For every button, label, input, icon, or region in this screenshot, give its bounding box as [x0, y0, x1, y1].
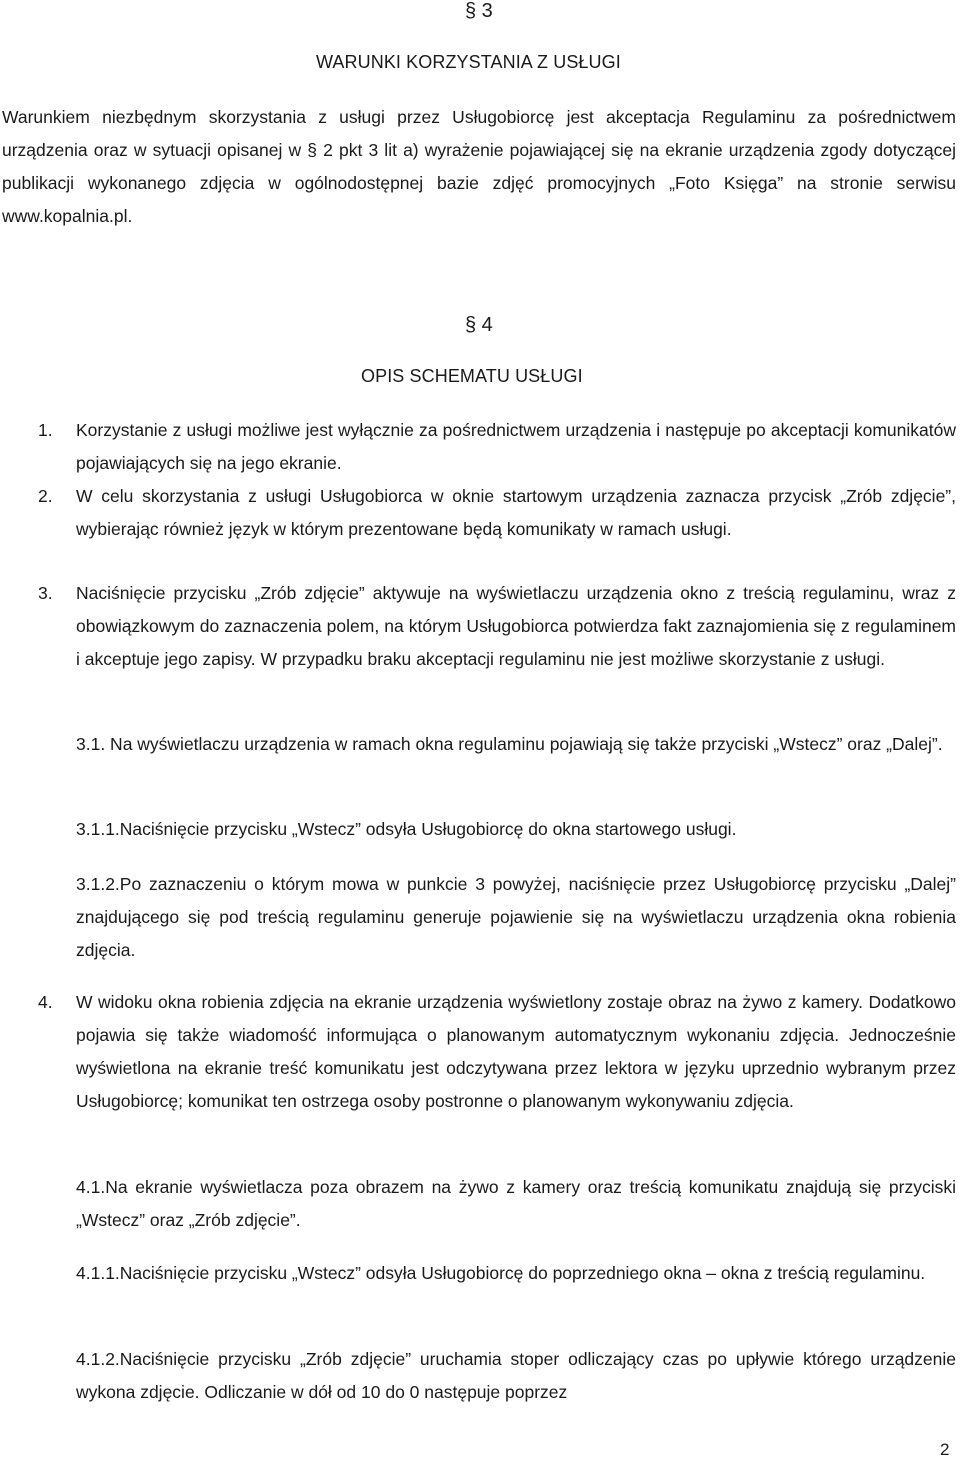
subitem-3-1-1: 3.1.1.Naciśnięcie przycisku „Wstecz” odsyła Usługobiorcę do okna startowego usługi. — [76, 819, 737, 839]
list-item-number: 4. — [38, 992, 53, 1012]
list-item-text: Korzystanie z usługi możliwe jest wyłącznie za pośrednictwem urządzenia i następuje po akceptacji komunikatów pojawiających się na jego ekranie. — [76, 420, 956, 473]
subitem-4-1-1: 4.1.1.Naciśnięcie przycisku „Wstecz” odsyła Usługobiorcę do poprzedniego okna – okna z treścią regulaminu. — [76, 1263, 926, 1283]
subitem-3-1: 3.1. Na wyświetlaczu urządzenia w ramach okna regulaminu pojawiają się także przyciski „Wstecz” oraz „Dalej”. — [76, 734, 943, 754]
list-item-text: Naciśnięcie przycisku „Zrób zdjęcie” aktywuje na wyświetlaczu urządzenia okno z treścią regulaminu, wraz z obowiązkowym do zaznaczenia polem, na którym Usługobiorca potwierdza fakt zaznajomienia się z regulaminem i akceptuje jego zapisy. W przypadku braku akceptacji regulaminu nie jest możliwe skorzystanie z usługi. — [76, 583, 956, 669]
list-item-text: W widoku okna robienia zdjęcia na ekranie urządzenia wyświetlony zostaje obraz na żywo z kamery. Dodatkowo pojawia się także wiadomość informująca o planowanym automatycznym wykonaniu zdjęcia. Jednocześnie wyświetlona na ekranie treść komunikatu jest odczytywana przez lektora w języku uprzednio wybranym przez Usługobiorcę; komunikat ten ostrzega osoby postronne o planowanym wykonywaniu zdjęcia. — [76, 992, 956, 1111]
section-3-paragraph: Warunkiem niezbędnym skorzystania z usługi przez Usługobiorcę jest akceptacja Regulaminu za pośrednictwem urządzenia oraz w sytuacji opisanej w § 2 pkt 3 lit a) wyrażenie pojawiającej się na ekranie urządzenia zgody dotyczącej publikacji wykonanego zdjęcia w ogólnodostępnej bazie zdjęć promocyjnych „Foto Księga” na stronie serwisu www.kopalnia.pl. — [2, 107, 956, 226]
subitem-3-1-2: 3.1.2.Po zaznaczeniu o którym mowa w punkcie 3 powyżej, naciśnięcie przez Usługobiorcę przycisku „Dalej” znajdującego się pod treścią regulaminu generuje pojawienie się na wyświetlaczu urządzenia okna robienia zdjęcia. — [76, 874, 956, 960]
section-3-title: WARUNKI KORZYSTANIA Z USŁUGI — [316, 52, 621, 72]
section-4-sign: § 4 — [465, 314, 493, 336]
list-item-number: 2. — [38, 486, 53, 506]
list-item-number: 1. — [38, 420, 53, 440]
section-3-sign: § 3 — [465, 0, 493, 22]
list-item-number: 3. — [38, 583, 53, 603]
section-4-title: OPIS SCHEMATU USŁUGI — [361, 366, 583, 386]
list-item-text: W celu skorzystania z usługi Usługobiorca w oknie startowym urządzenia zaznacza przycisk „Zrób zdjęcie”, wybierając również język w którym prezentowane będą komunikaty w ramach usługi. — [76, 486, 956, 539]
subitem-4-1: 4.1.Na ekranie wyświetlacza poza obrazem na żywo z kamery oraz treścią komunikatu znajdują się przyciski „Wstecz” oraz „Zrób zdjęcie”. — [76, 1177, 956, 1230]
subitem-4-1-2: 4.1.2.Naciśnięcie przycisku „Zrób zdjęcie” uruchamia stoper odliczający czas po upływie którego urządzenie wykona zdjęcie. Odliczanie w dół od 10 do 0 następuje poprzez — [76, 1349, 956, 1402]
page-number: 2 — [940, 1440, 950, 1459]
